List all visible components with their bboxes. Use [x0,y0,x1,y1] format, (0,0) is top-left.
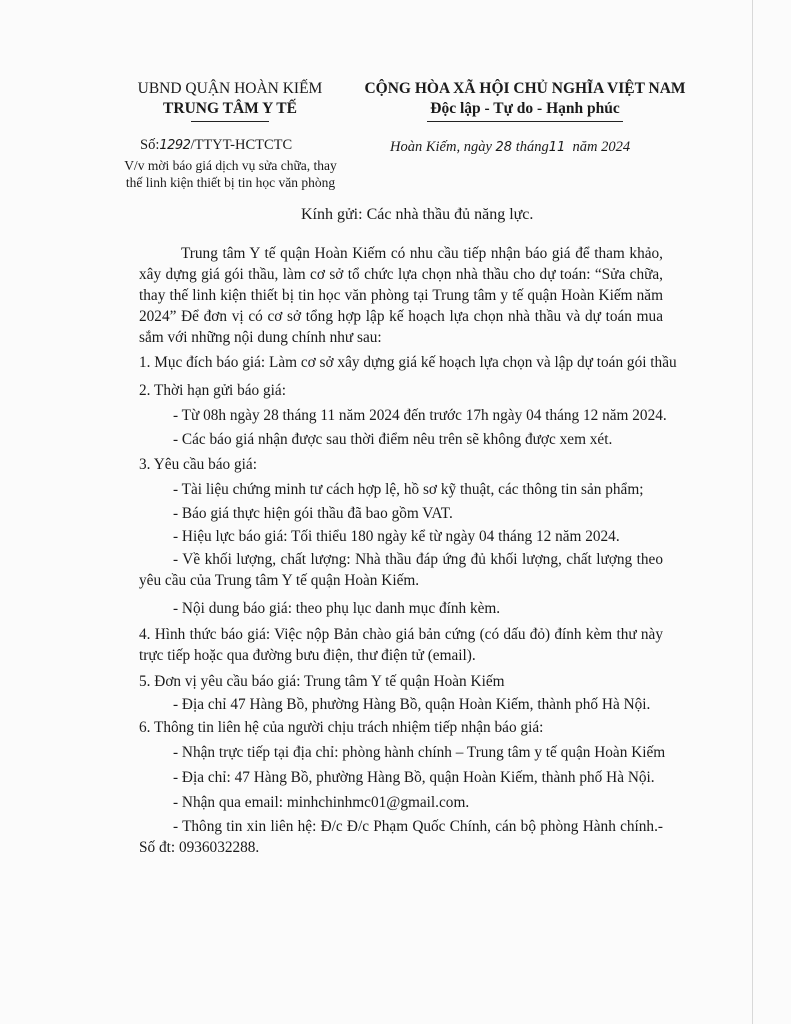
handwritten-day: 28 [495,140,513,155]
document-subject: V/v mời báo giá dịch vụ sửa chữa, thay thế linh kiện thiết bị tin học văn phòng [124,158,337,190]
section-6-item-a: - Nhận trực tiếp tại địa chỉ: phòng hành chính – Trung tâm y tế quận Hoàn Kiếm [173,744,666,761]
section-3-item-c: - Hiệu lực báo giá: Tối thiểu 180 ngày kể từ ngày 04 tháng 12 năm 2024. [173,528,620,545]
section-2: 2. Thời hạn gửi báo giá: [139,382,286,399]
section-6-item-c: - Nhận qua email: minhchinhmc01@gmail.com. [173,794,470,811]
scan-edge [752,0,753,1024]
section-5-item-a: - Địa chỉ 47 Hàng Bồ, phường Hàng Bồ, quận Hoàn Kiếm, thành phố Hà Nội. [173,696,651,713]
section-3-item-a: - Tài liệu chứng minh tư cách hợp lệ, hồ sơ kỹ thuật, các thông tin sản phẩm; [173,481,644,498]
section-3-item-e: - Nội dung báo giá: theo phụ lục danh mục đính kèm. [173,600,501,617]
section-3: 3. Yêu cầu báo giá: [139,456,257,473]
section-6: 6. Thông tin liên hệ của người chịu trách nhiệm tiếp nhận báo giá: [139,719,544,736]
motto: Độc lập - Tự do - Hạnh phúc [430,100,620,117]
section-6-item-b: - Địa chỉ: 47 Hàng Bồ, phường Hàng Bồ, quận Hoàn Kiếm, thành phố Hà Nội. [173,769,655,786]
agency-name: UBND QUẬN HOÀN KIẾM [137,80,323,97]
document-number: Số:1292/TTYT-HCTCTC [140,137,293,153]
section-5: 5. Đơn vị yêu cầu báo giá: Trung tâm Y tế quận Hoàn Kiếm [139,673,505,690]
document-date: Hoàn Kiếm, ngày 28 tháng11 năm 2024 [390,139,631,155]
section-2-item-b: - Các báo giá nhận được sau thời điểm nêu trên sẽ không được xem xét. [173,431,613,448]
intro-paragraph: Trung tâm Y tế quận Hoàn Kiếm có nhu cầu tiếp nhận báo giá để tham khảo, xây dựng giá gói thầu, làm cơ sở tổ chức lựa chọn nhà thầu cho dự toán: “Sửa chữa, thay thế linh kiện thiết bị tin học văn phòng tại Trung tâm y tế quận Hoàn Kiếm năm 2024” Để đơn vị có cơ sở tổng hợp lập kế hoạch lựa chọn nhà thầu và dự toán mua sắm với những nội dung chính như sau: [139,245,663,346]
section-4: 4. Hình thức báo giá: Việc nộp Bản chào giá bản cứng (có dấu đỏ) đính kèm thư này trực tiếp hoặc qua đường bưu điện, thư điện tử (email). [139,626,663,664]
unit-underline [191,121,269,122]
issuer-block [120,79,340,122]
country-name: CỘNG HÒA XÃ HỘI CHỦ NGHĨA VIỆT NAM [364,80,686,97]
section-2-item-a: - Từ 08h ngày 28 tháng 11 năm 2024 đến trước 17h ngày 04 tháng 12 năm 2024. [173,407,667,424]
handwritten-month: 11 [548,140,566,155]
section-1: 1. Mục đích báo giá: Làm cơ sở xây dựng giá kế hoạch lựa chọn và lập dự toán gói thầu [139,354,677,371]
national-header [360,79,690,122]
handwritten-number: 1292 [159,138,191,153]
section-6-item-d: - Thông tin xin liên hệ: Đ/c Đ/c Phạm Quốc Chính, cán bộ phòng Hành chính.- Số đt: 0936032288. [139,818,663,856]
unit-name: TRUNG TÂM Y TẾ [163,100,297,117]
section-3-item-d: - Về khối lượng, chất lượng: Nhà thầu đáp ứng đủ khối lượng, chất lượng theo yêu cầu của Trung tâm Y tế quận Hoàn Kiếm. [139,551,663,589]
motto-underline [427,121,623,122]
greeting: Kính gửi: Các nhà thầu đủ năng lực. [301,206,534,223]
section-3-item-b: - Báo giá thực hiện gói thầu đã bao gồm VAT. [173,505,453,522]
